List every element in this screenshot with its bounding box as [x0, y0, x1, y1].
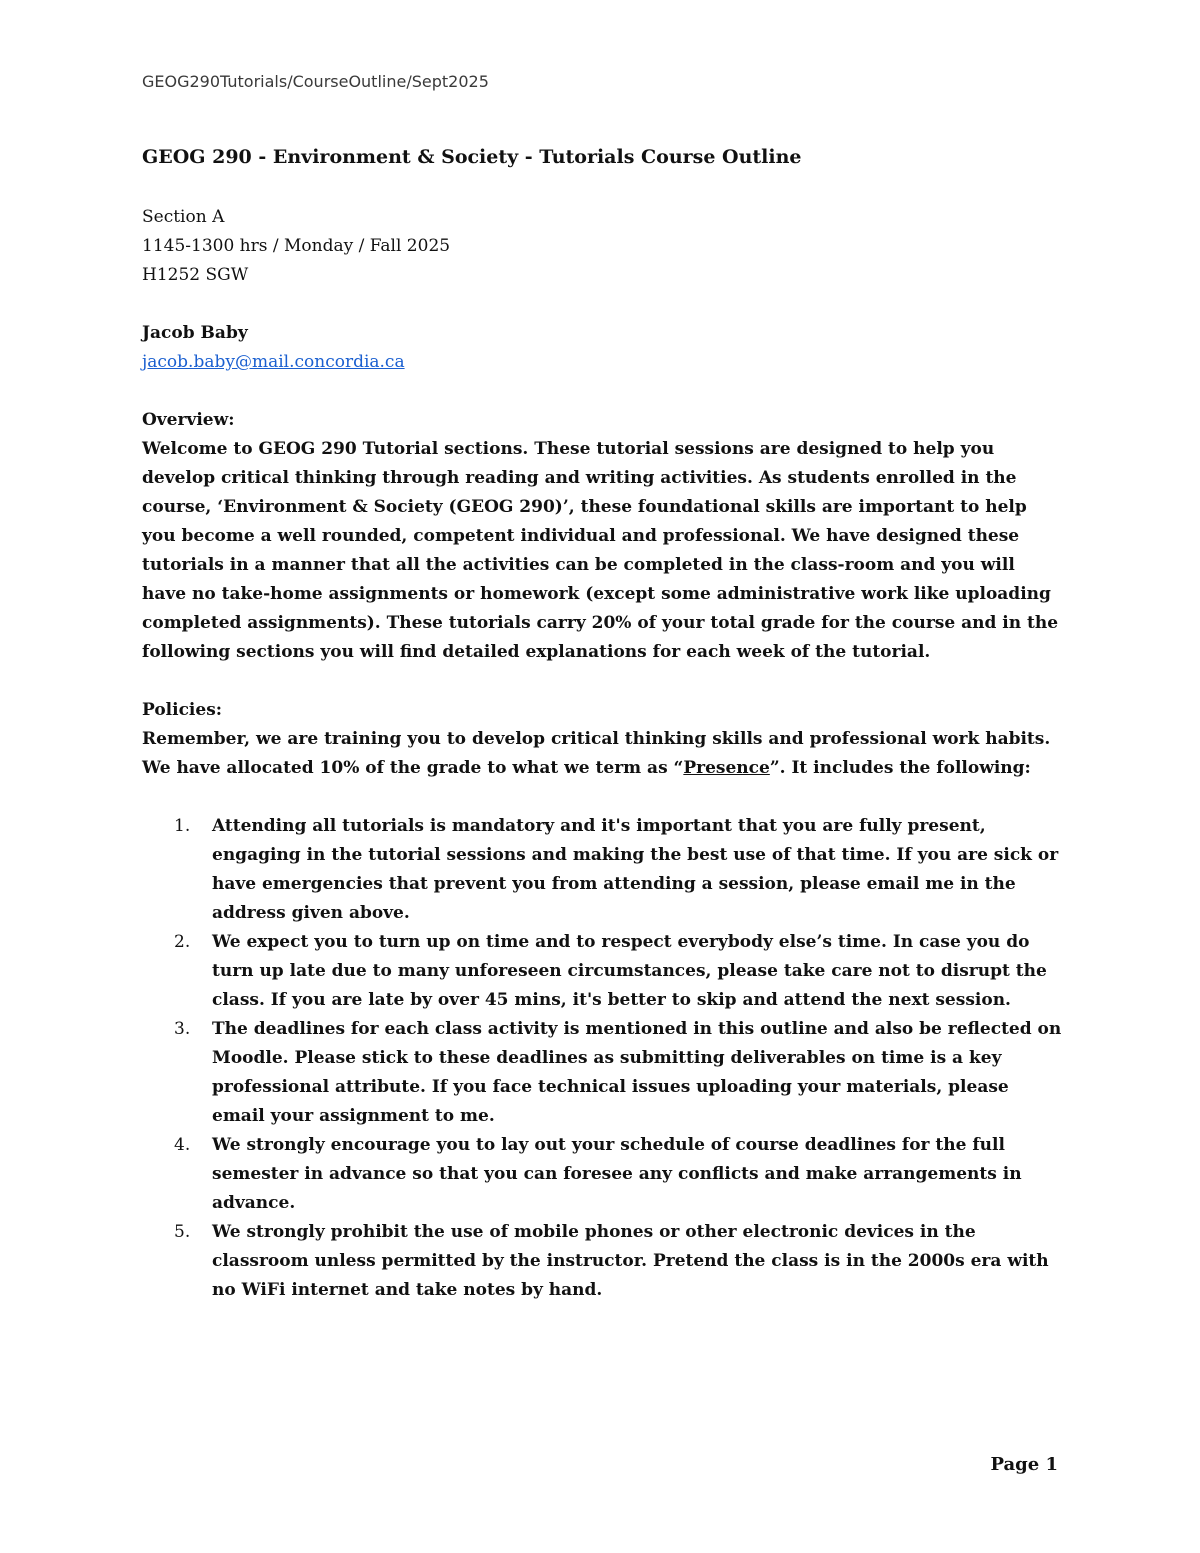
overview-section — [142, 406, 1062, 667]
policy-item — [142, 812, 1062, 928]
policy-text: We expect you to turn up on time and to respect everybody else’s time. In case you do turn up late due to many unforeseen circumstances, please take care not to disrupt the class. If you are late by over 45 mins, it's better to skip and attend the next session. — [212, 932, 1047, 1010]
instructor-info — [142, 319, 1062, 377]
policy-number: 2. — [174, 932, 191, 952]
document-body — [142, 143, 1062, 1305]
policies-intro — [142, 725, 1062, 783]
policy-text: Attending all tutorials is mandatory and it's important that you are fully present, engaging in the tutorial sessions and making the best use of that time. If you are sick or have emergencies that prevent you from attending a session, please email me in the address given above. — [212, 816, 1059, 923]
page-number: Page 1 — [990, 1454, 1058, 1475]
instructor-email-link[interactable]: jacob.baby@mail.concordia.ca — [142, 352, 405, 372]
policy-list — [142, 812, 1062, 1305]
room-text: H1252 SGW — [142, 265, 249, 285]
section-label: Section A — [142, 207, 225, 227]
policy-text: We strongly encourage you to lay out your schedule of course deadlines for the full semester in advance so that you can foresee any conflicts and make arrangements in advance. — [212, 1135, 1022, 1213]
policies-heading: Policies: — [142, 700, 223, 720]
policy-number: 3. — [174, 1019, 191, 1039]
policy-number: 1. — [174, 816, 191, 836]
policies-section — [142, 696, 1062, 1305]
policy-item — [142, 1131, 1062, 1218]
overview-heading: Overview: — [142, 410, 235, 430]
policy-number: 4. — [174, 1135, 191, 1155]
instructor-name: Jacob Baby — [142, 323, 248, 343]
policy-text: We strongly prohibit the use of mobile phones or other electronic devices in the classroom unless permitted by the instructor. Pretend the class is in the 2000s era with no WiFi internet and take notes by hand. — [212, 1222, 1049, 1300]
policy-text: The deadlines for each class activity is mentioned in this outline and also be reflected on Moodle. Please stick to these deadlines as submitting deliverables on time is a key professional attribute. If you face technical issues uploading your materials, please email your assignment to me. — [212, 1019, 1062, 1126]
policy-number: 5. — [174, 1222, 191, 1242]
presence-term: Presence — [683, 758, 770, 778]
document-header-path: GEOG290Tutorials/CourseOutline/Sept2025 — [142, 72, 489, 91]
policy-item — [142, 1015, 1062, 1131]
document-title: GEOG 290 - Environment & Society - Tutorials Course Outline — [142, 146, 802, 168]
policy-item — [142, 1218, 1062, 1305]
policies-intro-before: Remember, we are training you to develop critical thinking skills and professional work habits. We have allocated 10% of the grade to what we term as “ — [142, 729, 1051, 778]
policy-item — [142, 928, 1062, 1015]
course-info — [142, 203, 1062, 290]
policies-intro-after: ”. It includes the following: — [769, 758, 1031, 778]
overview-paragraph: Welcome to GEOG 290 Tutorial sections. These tutorial sessions are designed to help you develop critical thinking through reading and writing activities. As students enrolled in the course, ‘Environment & Society (GEOG 290)’, these foundational skills are important to help you become a well rounded, competent individual and professional. We have designed these tutorials in a manner that all the activities can be completed in the class-room and you will have no take-home assignments or homework (except some administrative work like uploading completed assignments). These tutorials carry 20% of your total grade for the course and in the following sections you will find detailed explanations for each week of the tutorial. — [142, 439, 1059, 662]
schedule-text: 1145-1300 hrs / Monday / Fall 2025 — [142, 236, 451, 256]
